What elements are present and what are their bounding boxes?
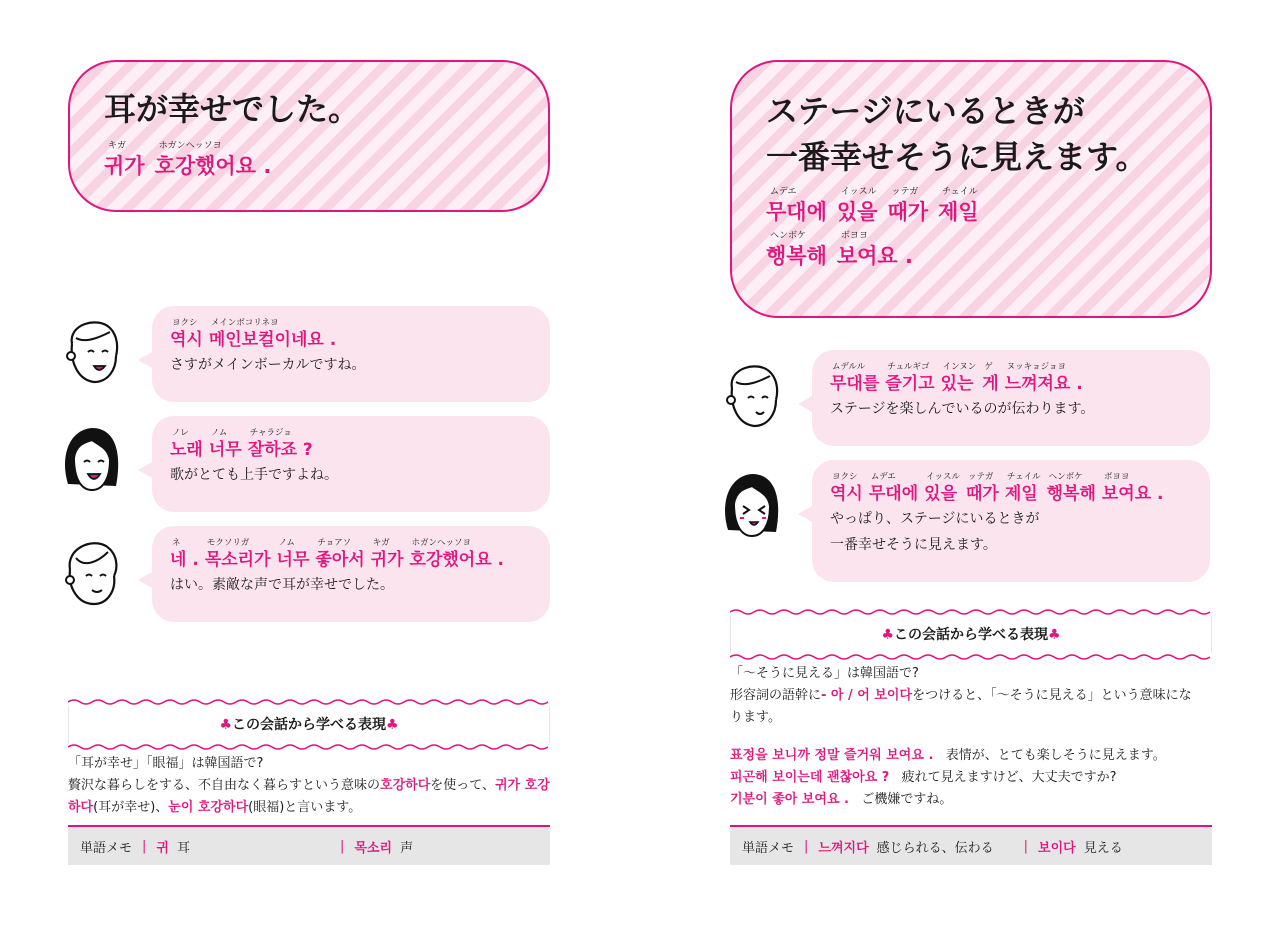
vocab-japanese: 声	[400, 840, 414, 856]
vocab-japanese: 耳	[176, 840, 190, 856]
ruby-word: ムデエ 무대에	[868, 472, 919, 504]
woman-black-hair-avatar-icon	[718, 470, 784, 544]
ruby-word: チョアソ 좋아서	[315, 538, 365, 570]
club-icon: ♣	[881, 627, 894, 643]
woman-short-hair-avatar-icon	[718, 358, 784, 432]
wavy-divider-top	[68, 698, 550, 706]
speech-bubble	[152, 306, 550, 402]
ruby-word: モクソリガ 목소리가	[204, 538, 271, 570]
ruby-word: チェイル 제일	[938, 187, 979, 224]
vocab-label: 単語メモ	[742, 840, 795, 856]
ruby-word: ノレ 노래	[170, 428, 203, 460]
ruby-word: ネ 네 .	[170, 538, 199, 570]
ruby-word: ゲ 게	[982, 362, 999, 394]
vocab-japanese: 感じられる、伝わる	[876, 840, 994, 856]
ruby-word: ボヨヨ 보여요 .	[836, 231, 914, 268]
ruby-word: インヌン 있는	[940, 362, 977, 394]
vocab-korean: 귀	[156, 840, 169, 856]
right-title-box	[730, 60, 1212, 318]
wavy-divider-bottom	[730, 653, 1212, 661]
right-title-korean-2	[766, 230, 1176, 270]
vocab-korean: 느껴지다	[818, 840, 869, 856]
right-expression-section	[730, 608, 1212, 811]
korean-line	[830, 362, 1192, 396]
left-expression-section	[68, 698, 550, 819]
ruby-word: チャラジョ 잘하죠 ?	[247, 428, 313, 460]
ruby-word: ヘンボケ 행복해	[766, 231, 827, 268]
example-sentence: 표정을 보니까 정말 즐거워 보여요 . 表情が、とても楽しそうに見えます。	[730, 748, 1166, 763]
korean-line	[170, 538, 532, 572]
ruby-word: チュルギゴ 즐기고	[885, 362, 935, 394]
korean-line	[170, 318, 532, 352]
ruby-word: ヘンボケ 행복해	[1046, 472, 1096, 504]
vocab-japanese: 見える	[1083, 840, 1123, 856]
wavy-divider-top	[730, 608, 1212, 616]
ruby-word: ヨクシ 역시	[830, 472, 863, 504]
ruby-word: ホガンヘッソヨ 호강했어요 .	[409, 538, 505, 570]
ruby-word: ムデエ 무대에	[766, 187, 827, 224]
woman-short-hair-avatar-icon	[58, 314, 124, 388]
ruby-word: ボヨヨ 보여요 .	[1101, 472, 1164, 504]
expression-body-cont: ります。	[730, 710, 781, 725]
club-icon: ♣	[386, 717, 399, 733]
japanese-translation: 歌がとても上手ですよね。	[170, 467, 338, 483]
ruby-word: イッスル 있을	[836, 187, 878, 224]
japanese-translation: はい。素敵な声で耳が幸せでした。	[170, 577, 394, 593]
ruby-word: チェイル 제일	[1004, 472, 1041, 504]
vocab-korean: 목소리	[354, 840, 393, 856]
ruby-word: ホガンヘッソヨ 호강했어요 .	[154, 141, 272, 178]
ruby-word: キガ 귀가	[370, 538, 404, 570]
expression-body: 贅沢な暮らしをする、不自由なく暮らすという意味の호강하다を使って、귀가 호강하다(耳が幸せ)、눈이 호강하다(眼福)と言います。	[68, 778, 550, 815]
speech-bubble	[152, 416, 550, 512]
vocab-label: 単語メモ	[80, 840, 133, 856]
right-vocab-memo: 単語メモ | 느껴지다 感じられる、伝わる | 보이다 見える	[730, 825, 1212, 865]
ruby-word: ヌッキョジョヨ 느껴져요 .	[1004, 362, 1083, 394]
ruby-word: ノム 너무	[276, 538, 310, 570]
right-title-japanese-2: 一番幸せそうに見えます。	[766, 138, 1148, 176]
speech-bubble	[812, 460, 1210, 582]
woman-black-hair-avatar-icon	[58, 424, 124, 498]
ruby-word: ヨクシ 역시	[170, 318, 203, 350]
right-title-korean-1	[766, 186, 1176, 226]
speech-bubble	[812, 350, 1210, 446]
japanese-translation-2: 一番幸せそうに見えます。	[830, 537, 997, 553]
ruby-word: メインボコリネヨ 메인보컬이네요 .	[208, 318, 337, 350]
expression-question: 「〜そうに見える」は韓国語で?	[730, 666, 919, 681]
speech-bubble	[152, 526, 550, 622]
wavy-divider-bottom	[68, 743, 550, 751]
japanese-translation: さすがメインボーカルですね。	[170, 357, 366, 373]
expression-question: 「耳が幸せ」「眼福」は韓国語で?	[68, 756, 264, 771]
expression-body: 形容詞の語幹に- 아 / 어 보이다をつけると、「〜そうに見える」という意味にな	[730, 688, 1192, 703]
right-title-japanese-1: ステージにいるときが	[766, 92, 1085, 130]
example-sentence: 피곤해 보이는데 괜찮아요 ? 疲れて見えますけど、大丈夫ですか?	[730, 770, 1117, 785]
ruby-word: イッスル 있을	[924, 472, 960, 504]
ruby-word: ムデルル 무대를	[830, 362, 880, 394]
japanese-translation: ステージを楽しんでいるのが伝わります。	[830, 401, 1095, 417]
woman-wavy-hair-avatar-icon	[58, 536, 124, 610]
ruby-word: ッテガ 때가	[887, 187, 929, 224]
korean-line	[170, 428, 532, 462]
left-vocab-memo: 単語メモ | 귀 耳 | 목소리 声	[68, 825, 550, 865]
left-title-box	[68, 60, 550, 212]
ruby-word: ッテガ 때가	[965, 472, 999, 504]
example-sentence: 기분이 좋아 보여요 . ご機嫌ですね。	[730, 792, 953, 807]
japanese-translation-1: やっぱり、ステージにいるときが	[830, 511, 1040, 527]
club-icon: ♣	[219, 717, 232, 733]
club-icon: ♣	[1048, 627, 1061, 643]
left-title-korean	[104, 140, 514, 180]
korean-line	[830, 472, 1192, 506]
expression-heading: ♣この会話から学べる表現♣	[730, 616, 1212, 653]
ruby-word: ノム 너무	[208, 428, 242, 460]
expression-heading: ♣この会話から学べる表現♣	[68, 706, 550, 743]
ruby-word: キガ 귀가	[104, 141, 145, 178]
left-title-japanese: 耳が幸せでした。	[104, 90, 361, 128]
vocab-korean: 보이다	[1038, 840, 1076, 856]
